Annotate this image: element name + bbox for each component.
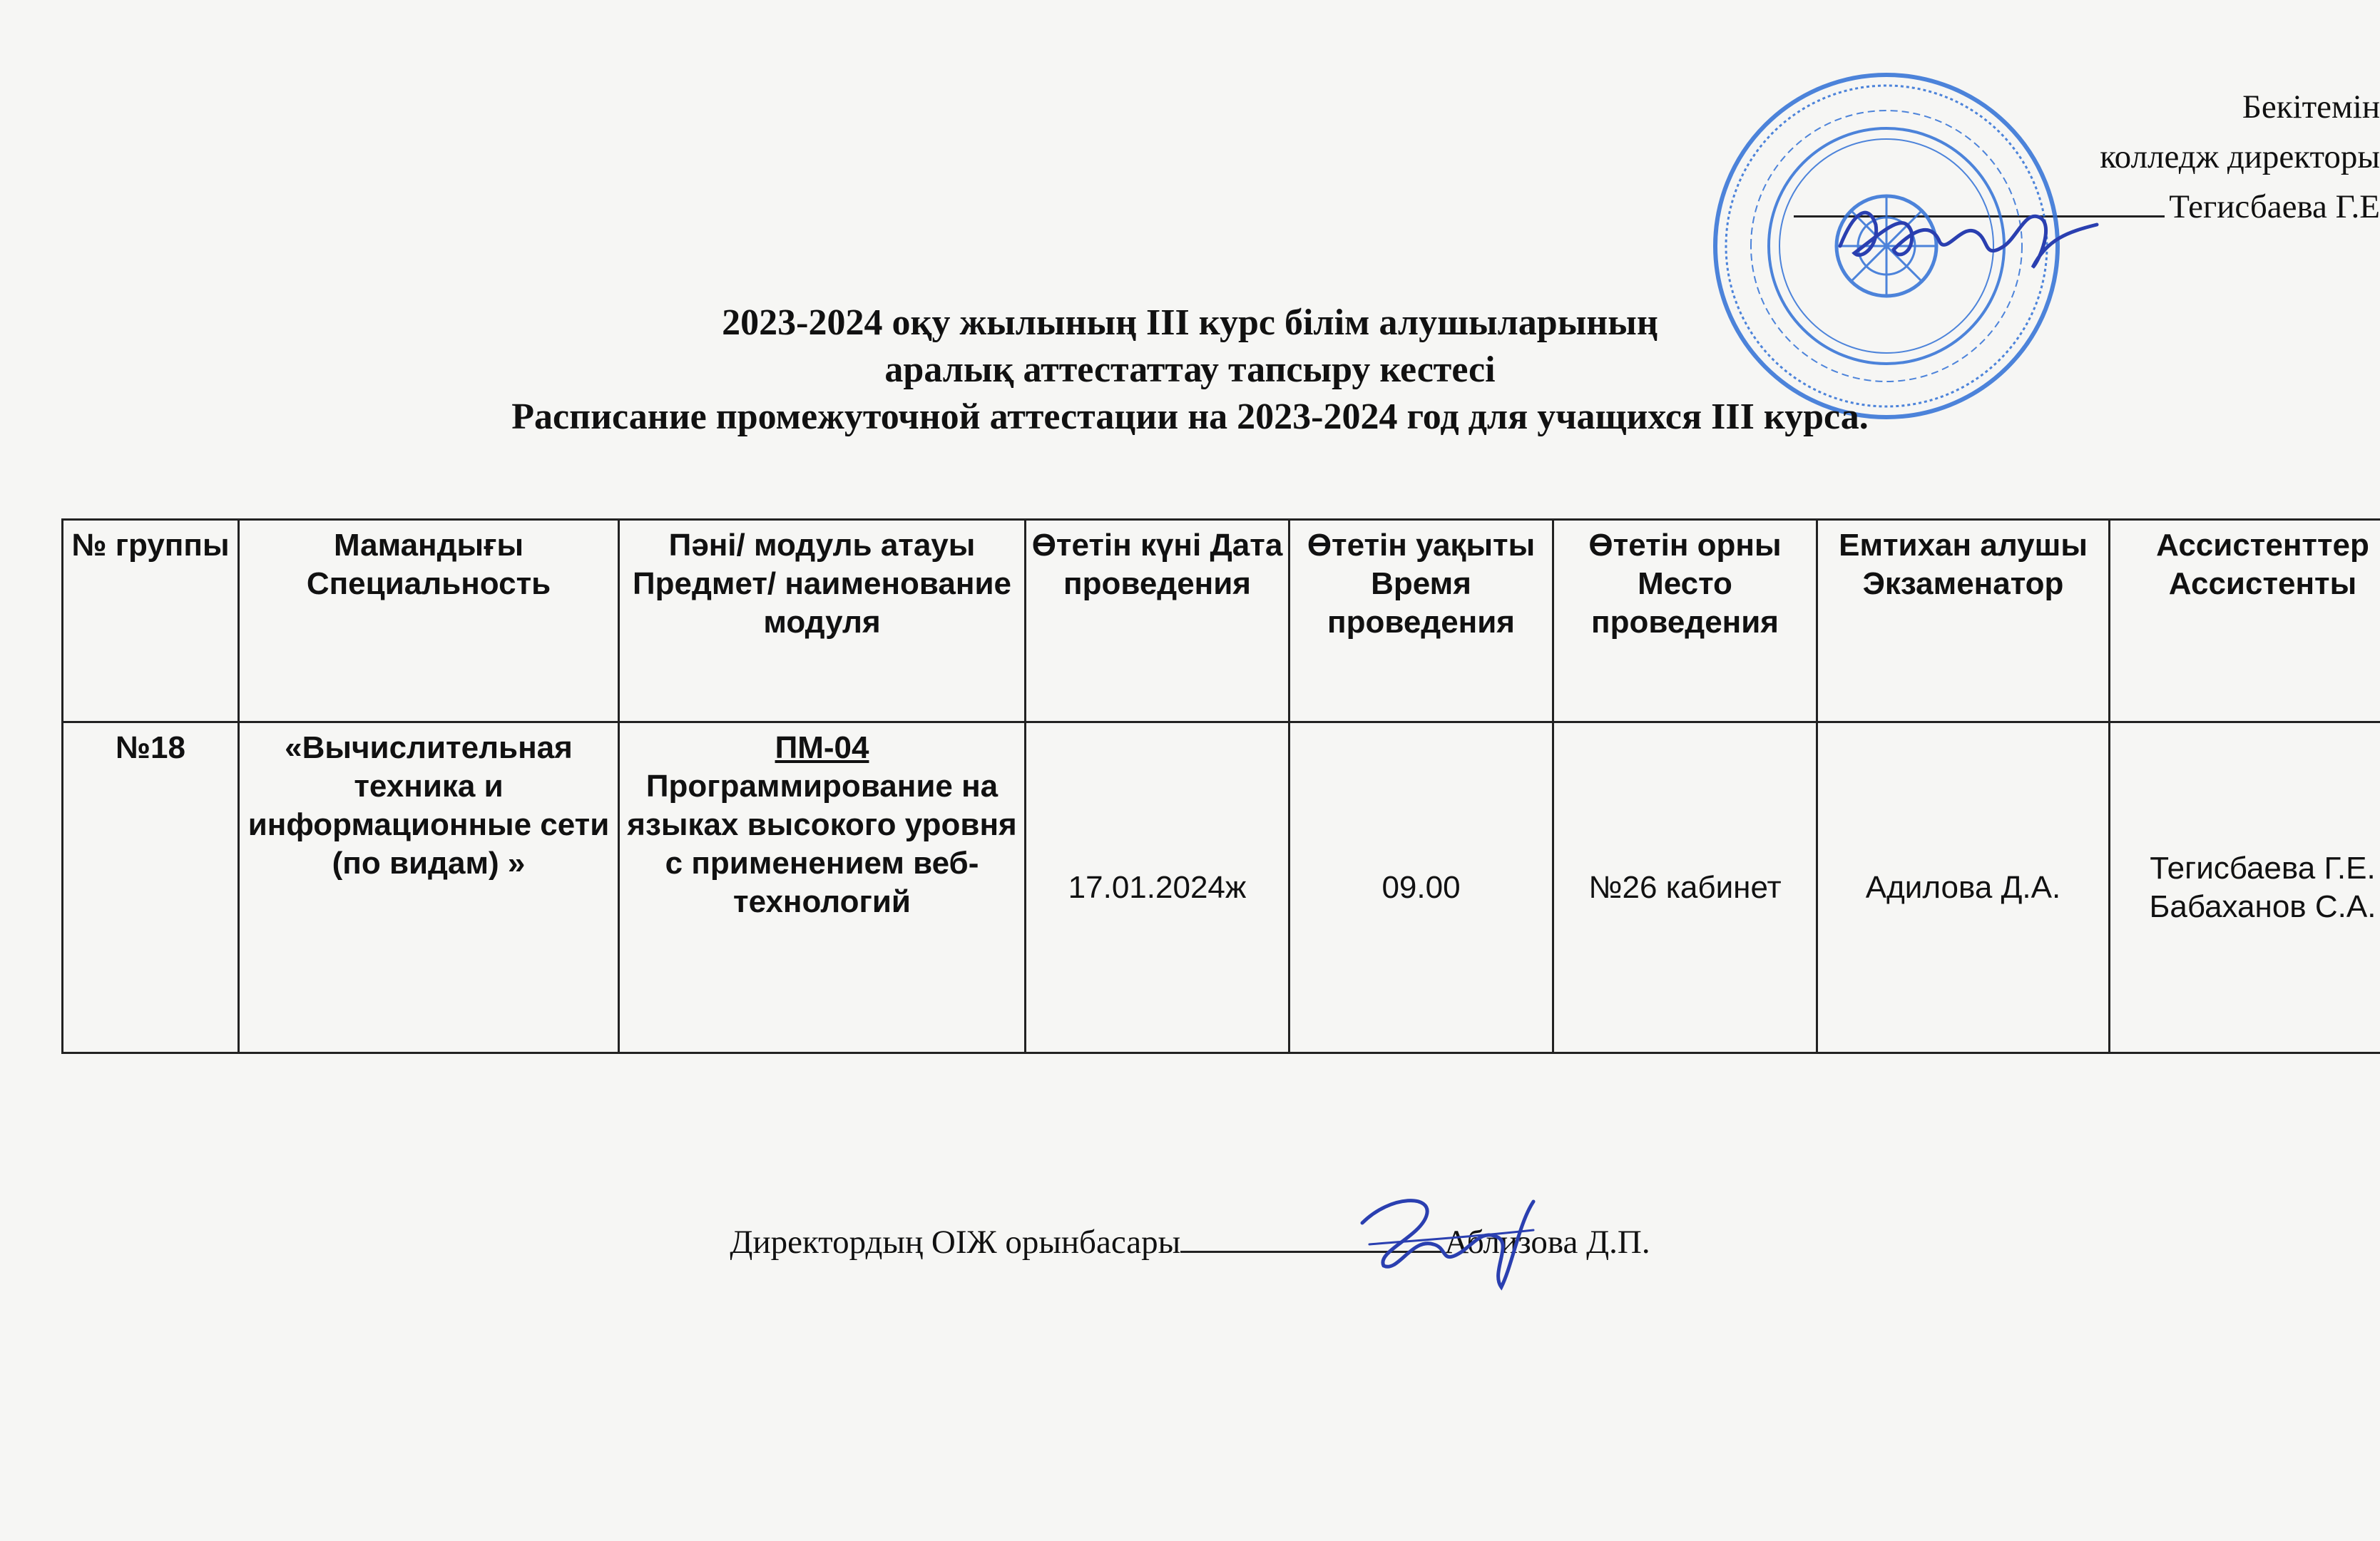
deputy-title: Директордың ОІЖ орынбасары bbox=[730, 1224, 1181, 1261]
director-name: Тегисбаева Г.Е bbox=[2169, 188, 2380, 225]
cell-examiner: Адилова Д.А. bbox=[1817, 722, 2110, 1053]
header-assistants: Ассистенттер Ассистенты bbox=[2110, 520, 2380, 722]
deputy-signature-icon bbox=[1348, 1180, 1555, 1301]
header-examiner: Емтихан алушы Экзаменатор bbox=[1817, 520, 2110, 722]
document-title bbox=[0, 300, 2380, 441]
header-time: Өтетін уақыты Время проведения bbox=[1289, 520, 1553, 722]
cell-time: 09.00 bbox=[1289, 722, 1553, 1053]
cell-specialty: «Вычислительная техника и информационные сети (по видам) » bbox=[239, 722, 619, 1053]
header-subject: Пәні/ модуль атауы Предмет/ наименование модуля bbox=[619, 520, 1026, 722]
approval-line-1: Бекітемін bbox=[2242, 88, 2380, 126]
subject-name: Программирование на языках высокого уровня с применением веб-технологий bbox=[627, 769, 1017, 919]
title-line-3: Расписание промежуточной аттестации на 2023-2024 год для учащихся III курса. bbox=[511, 396, 1869, 437]
subject-code: ПМ-04 bbox=[775, 730, 869, 765]
table-row bbox=[63, 722, 2380, 1053]
title-line-1: 2023-2024 оқу жылының III курс білім алушыларының bbox=[722, 302, 1658, 343]
cell-subject bbox=[619, 722, 1026, 1053]
cell-assistants bbox=[2110, 722, 2380, 1053]
deputy-name: Аблизова Д.П. bbox=[1444, 1224, 1650, 1261]
header-place: Өтетін орны Место проведения bbox=[1553, 520, 1817, 722]
attestation-schedule-table bbox=[61, 518, 2380, 1054]
deputy-signature-block bbox=[0, 1219, 2380, 1261]
assistant-1: Тегисбаева Г.Е. bbox=[2150, 850, 2376, 886]
director-signature-icon bbox=[1826, 182, 2111, 289]
header-group: № группы bbox=[63, 520, 239, 722]
table-header-row bbox=[63, 520, 2380, 722]
cell-group: №18 bbox=[63, 722, 239, 1053]
assistant-2: Бабаханов С.А. bbox=[2149, 889, 2376, 924]
cell-place: №26 кабинет bbox=[1553, 722, 1817, 1053]
title-line-2: аралық аттестаттау тапсыру кестесі bbox=[884, 349, 1496, 390]
cell-date: 17.01.2024ж bbox=[1026, 722, 1289, 1053]
approval-line-2: колледж директоры bbox=[2100, 138, 2380, 175]
header-date: Өтетін күні Дата проведения bbox=[1026, 520, 1289, 722]
header-specialty: Мамандығы Специальность bbox=[239, 520, 619, 722]
